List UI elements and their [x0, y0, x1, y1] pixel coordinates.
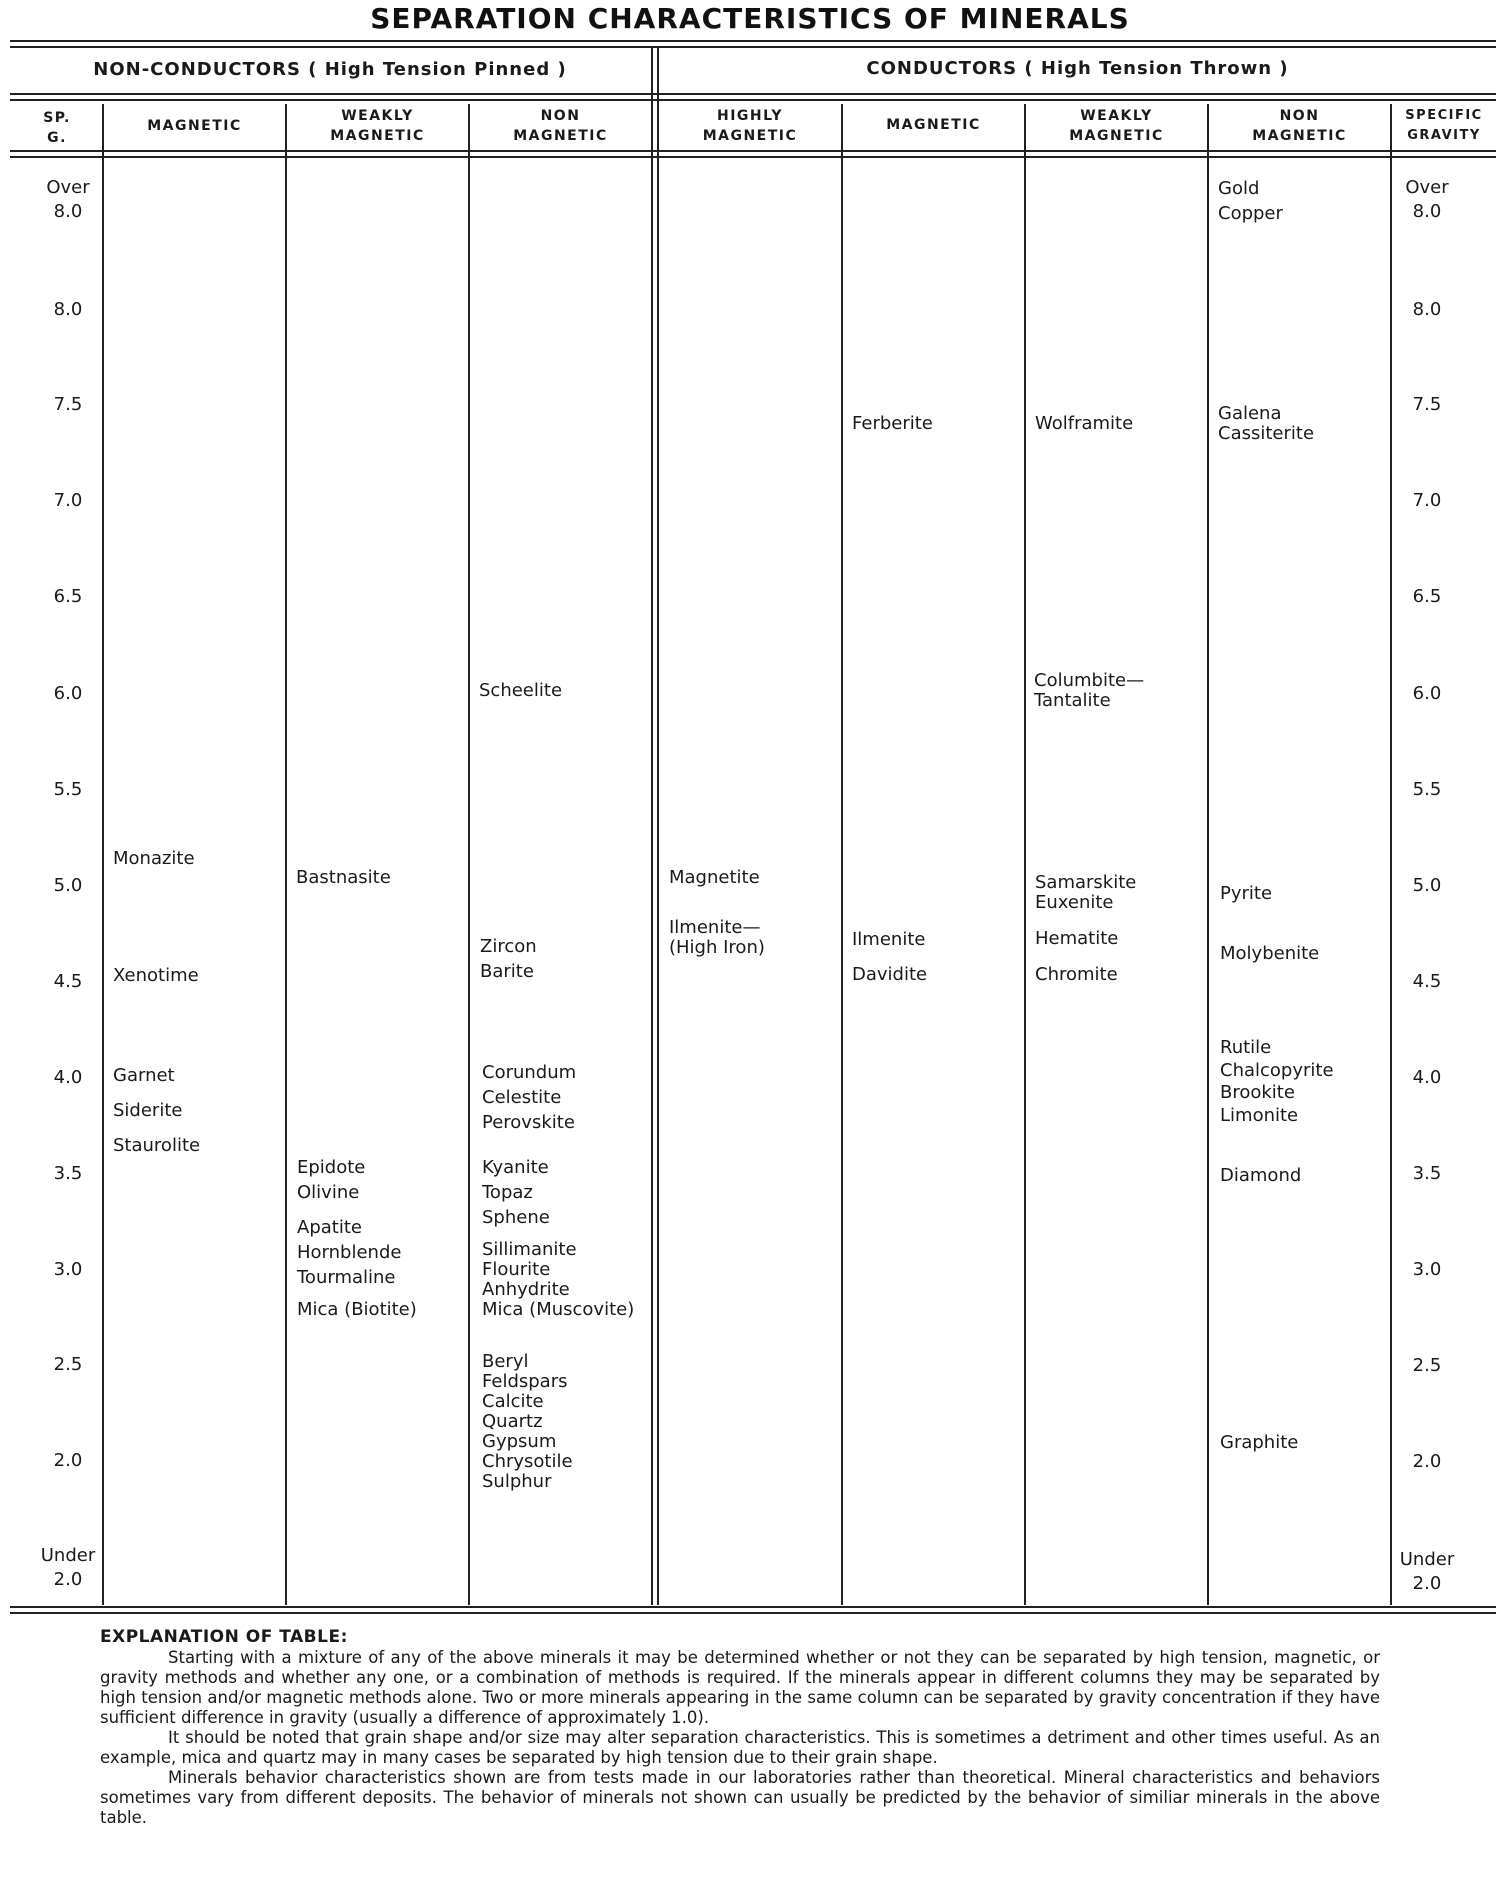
mineral-group-zircon: Zircon Barite [480, 936, 537, 982]
header-specific-gravity: SPECIFIC GRAVITY [1405, 108, 1483, 143]
sg-left-8-0: 8.0 [53, 299, 83, 320]
sg-right-under-2: Under 2.0 [1399, 1549, 1455, 1594]
mineral-molybenite: Molybenite [1220, 943, 1320, 964]
col-line-divider-b [657, 48, 659, 1605]
mineral-scheelite: Scheelite [479, 680, 563, 701]
col-line-7 [1207, 104, 1209, 1605]
mineral-siderite: Siderite [113, 1100, 183, 1121]
mineral-group-sillimanite: Sillimanite Flourite Anhydrite Mica (Muscovite) [482, 1239, 635, 1320]
mineral-ferberite: Ferberite [852, 413, 933, 434]
header-sp-g: SP. G. [43, 110, 71, 146]
header-c-non-magnetic: NON MAGNETIC [1252, 108, 1347, 144]
mineral-group-epidote: Epidote Olivine [297, 1157, 366, 1203]
mineral-group-samarskite: Samarskite Euxenite [1035, 872, 1137, 913]
sg-left-3-5: 3.5 [53, 1163, 83, 1184]
mineral-chromite: Chromite [1035, 964, 1118, 985]
mineral-ilmenite-high-iron: Ilmenite— (High Iron) [669, 917, 765, 958]
sg-right-5-5: 5.5 [1412, 779, 1442, 800]
group-non-conductors: NON-CONDUCTORS ( High Tension Pinned ) [93, 59, 567, 80]
header-nc-magnetic: MAGNETIC [147, 118, 242, 134]
col-line-8 [1390, 104, 1392, 1605]
mineral-wolframite: Wolframite [1035, 413, 1134, 434]
mineral-mica-biotite: Mica (Biotite) [297, 1299, 417, 1320]
header-nc-non-magnetic: NON MAGNETIC [513, 108, 608, 144]
mineral-group-kyanite: Kyanite Topaz Sphene [482, 1157, 550, 1228]
explanation-paragraph-2: It should be noted that grain shape and/or size may alter separation characteristics. This is sometimes a detriment and other times useful. As an example, mica and quartz may in many cases be separated by high tension due to their grain shape. [100, 1728, 1380, 1767]
sg-right-7-5: 7.5 [1412, 394, 1442, 415]
rule-head-2 [10, 156, 1496, 158]
sg-right-4-0: 4.0 [1412, 1067, 1442, 1088]
rule-bottom-2 [10, 1612, 1496, 1614]
mineral-davidite: Davidite [852, 964, 928, 985]
mineral-diamond: Diamond [1220, 1165, 1302, 1186]
explanation-heading: EXPLANATION OF TABLE: [100, 1627, 348, 1647]
rule-head-1 [10, 150, 1496, 152]
col-line-3 [468, 104, 470, 1605]
mineral-garnet: Garnet [113, 1065, 175, 1086]
mineral-pyrite: Pyrite [1220, 883, 1273, 904]
sg-left-3-0: 3.0 [53, 1259, 83, 1280]
mineral-ilmenite: Ilmenite [852, 929, 926, 950]
sg-left-5-0: 5.0 [53, 875, 83, 896]
rule-top-2 [10, 46, 1496, 48]
rule-top-1 [10, 40, 1496, 42]
col-line-5 [841, 104, 843, 1605]
mineral-group-corundum: Corundum Celestite Perovskite [482, 1062, 577, 1133]
mineral-columbite-tantalite: Columbite— Tantalite [1034, 670, 1145, 711]
explanation-paragraph-1: Starting with a mixture of any of the above minerals it may be determined whether or not they can be separated by high tension, magnetic, or gravity methods and whether any one, or a combination of methods is required. If the minerals appear in different columns they may be separated by high tension and/or magnetic methods alone. Two or more minerals appearing in the same column can be separated by gravity concentration if they have sufficient difference in gravity (usually a difference of approximately 1.0). [100, 1648, 1380, 1727]
mineral-magnetite: Magnetite [669, 867, 760, 888]
sg-left-4-5: 4.5 [53, 971, 83, 992]
sg-left-6-5: 6.5 [53, 586, 83, 607]
rule-group-2 [10, 99, 1496, 101]
mineral-group-galena: Galena Cassiterite [1218, 403, 1315, 444]
mineral-xenotime: Xenotime [113, 965, 199, 986]
sg-left-over-8: Over 8.0 [46, 177, 90, 222]
sg-left-2-0: 2.0 [53, 1450, 83, 1471]
sg-left-under-2: Under 2.0 [40, 1545, 96, 1590]
sg-right-4-5: 4.5 [1412, 971, 1442, 992]
col-line-divider-a [651, 48, 653, 1605]
sg-right-over-8: Over 8.0 [1405, 177, 1449, 222]
mineral-group-beryl: Beryl Feldspars Calcite Quartz Gypsum Chrysotile Sulphur [482, 1351, 573, 1492]
mineral-group-apatite: Apatite Hornblende Tourmaline [297, 1217, 402, 1288]
rule-bottom-1 [10, 1606, 1496, 1608]
mineral-group-gold: Gold Copper [1218, 178, 1283, 224]
col-line-6 [1024, 104, 1026, 1605]
explanation-paragraph-3: Minerals behavior characteristics shown are from tests made in our laboratories rather than theoretical. Mineral characteristics and behaviors sometimes vary from different deposits. The behavior of minerals not shown can usually be predicted by the behavior of similiar minerals in the above table. [100, 1768, 1380, 1827]
sg-right-3-5: 3.5 [1412, 1163, 1442, 1184]
sg-left-7-0: 7.0 [53, 490, 83, 511]
header-c-highly-magnetic: HIGHLY MAGNETIC [702, 108, 798, 144]
sg-left-7-5: 7.5 [53, 394, 83, 415]
mineral-monazite: Monazite [113, 848, 195, 869]
header-nc-weakly-magnetic: WEAKLY MAGNETIC [330, 108, 425, 144]
mineral-hematite: Hematite [1035, 928, 1119, 949]
sg-right-6-5: 6.5 [1412, 586, 1442, 607]
header-c-weakly-magnetic: WEAKLY MAGNETIC [1069, 108, 1164, 144]
explanation-section [100, 1626, 1380, 1828]
mineral-group-rutile: Rutile Chalcopyrite Brookite Limonite [1220, 1037, 1334, 1126]
sg-left-4-0: 4.0 [53, 1067, 83, 1088]
mineral-bastnasite: Bastnasite [296, 867, 391, 888]
page-title: SEPARATION CHARACTERISTICS OF MINERALS [370, 2, 1130, 35]
header-c-magnetic: MAGNETIC [886, 117, 981, 133]
rule-group-1 [10, 93, 1496, 95]
col-line-1 [102, 104, 104, 1605]
sg-right-3-0: 3.0 [1412, 1259, 1442, 1280]
sg-left-6-0: 6.0 [53, 683, 83, 704]
col-line-2 [285, 104, 287, 1605]
mineral-staurolite: Staurolite [113, 1135, 201, 1156]
sg-right-5-0: 5.0 [1412, 875, 1442, 896]
sg-left-5-5: 5.5 [53, 779, 83, 800]
sg-right-2-5: 2.5 [1412, 1355, 1442, 1376]
mineral-graphite: Graphite [1220, 1432, 1299, 1453]
sg-left-2-5: 2.5 [53, 1354, 83, 1375]
sg-right-2-0: 2.0 [1412, 1451, 1442, 1472]
group-conductors: CONDUCTORS ( High Tension Thrown ) [866, 58, 1289, 79]
sg-right-6-0: 6.0 [1412, 683, 1442, 704]
sg-right-8-0: 8.0 [1412, 299, 1442, 320]
sg-right-7-0: 7.0 [1412, 490, 1442, 511]
